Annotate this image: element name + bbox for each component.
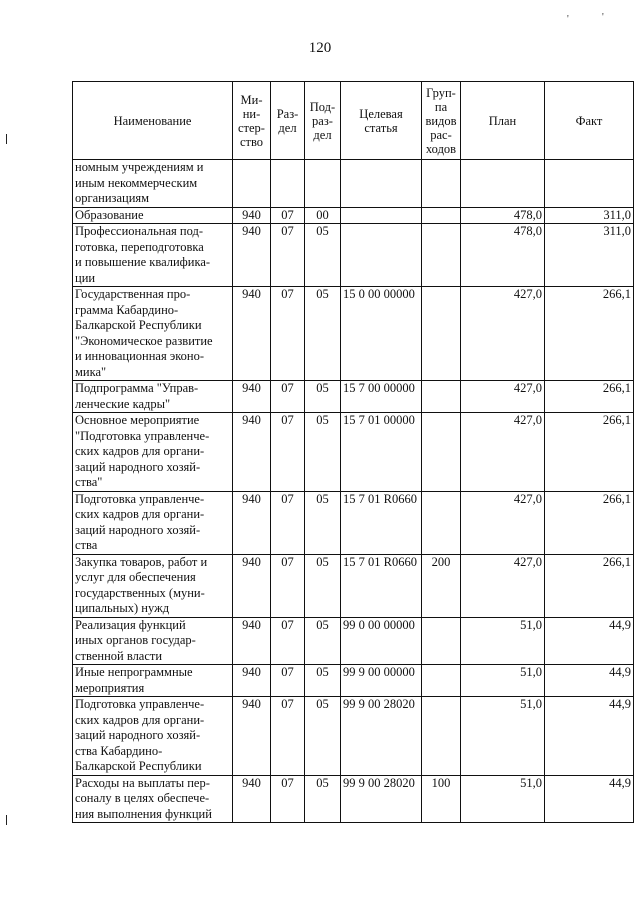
cell-fact: 44,9: [545, 697, 634, 776]
cell-section: 07: [271, 697, 305, 776]
cell-expense-group: [422, 224, 461, 287]
cell-name: Подготовка управленче- ских кадров для органи- заций народного хозяй- ства Кабардино- Балкарской Республики: [73, 697, 233, 776]
table-row: [73, 775, 634, 823]
table-row: [73, 287, 634, 381]
cell-subsection: 05: [305, 665, 341, 697]
header-ministry: Ми- ни- стер- ство: [233, 82, 271, 160]
cell-plan: 478,0: [461, 207, 545, 224]
cell-target: [341, 207, 422, 224]
cell-target: 15 7 01 00000: [341, 413, 422, 492]
cell-plan: 427,0: [461, 287, 545, 381]
cell-section: [271, 160, 305, 208]
cell-subsection: 05: [305, 775, 341, 823]
cell-expense-group: [422, 160, 461, 208]
cell-name: Иные непрограммные мероприятия: [73, 665, 233, 697]
table-row: [73, 160, 634, 208]
cell-plan: 427,0: [461, 491, 545, 554]
cell-section: 07: [271, 665, 305, 697]
cell-target: 99 9 00 28020: [341, 775, 422, 823]
cell-section: 07: [271, 554, 305, 617]
cell-plan: [461, 160, 545, 208]
cell-subsection: [305, 160, 341, 208]
header-name: Наименование: [73, 82, 233, 160]
cell-section: 07: [271, 207, 305, 224]
cell-ministry: 940: [233, 665, 271, 697]
cell-expense-group: [422, 287, 461, 381]
cell-name: Закупка товаров, работ и услуг для обеспечения государственных (муни- ципальных) нужд: [73, 554, 233, 617]
cell-name: номным учреждениям и иным некоммерческим организациям: [73, 160, 233, 208]
table-row: [73, 554, 634, 617]
table-row: [73, 207, 634, 224]
cell-ministry: [233, 160, 271, 208]
cell-section: 07: [271, 775, 305, 823]
table-row: [73, 665, 634, 697]
cell-expense-group: [422, 665, 461, 697]
cell-expense-group: [422, 697, 461, 776]
cell-section: 07: [271, 287, 305, 381]
cell-target: [341, 160, 422, 208]
cell-subsection: 05: [305, 491, 341, 554]
cell-ministry: 940: [233, 224, 271, 287]
table-row: [73, 617, 634, 665]
table-row: [73, 381, 634, 413]
cell-ministry: 940: [233, 287, 271, 381]
cell-fact: [545, 160, 634, 208]
cell-expense-group: [422, 413, 461, 492]
cell-ministry: 940: [233, 491, 271, 554]
cell-name: Государственная про- грамма Кабардино- Балкарской Республики "Экономическое развитие и инновационная эконо- мика": [73, 287, 233, 381]
cell-fact: 266,1: [545, 554, 634, 617]
cell-plan: 51,0: [461, 775, 545, 823]
cell-subsection: 05: [305, 617, 341, 665]
cell-target: 15 7 01 R0660: [341, 491, 422, 554]
cell-section: 07: [271, 381, 305, 413]
cell-target: [341, 224, 422, 287]
margin-tick-bottom: [6, 815, 7, 825]
cell-subsection: 05: [305, 554, 341, 617]
page-number: 120: [308, 40, 332, 56]
cell-section: 07: [271, 413, 305, 492]
header-section: Раз- дел: [271, 82, 305, 160]
cell-ministry: 940: [233, 413, 271, 492]
cell-fact: 266,1: [545, 413, 634, 492]
cell-target: 15 0 00 00000: [341, 287, 422, 381]
cell-subsection: 05: [305, 697, 341, 776]
cell-target: 99 9 00 28020: [341, 697, 422, 776]
corner-mark-left: ': [567, 14, 569, 25]
cell-target: 99 9 00 00000: [341, 665, 422, 697]
table-row: [73, 697, 634, 776]
cell-expense-group: [422, 381, 461, 413]
cell-plan: 427,0: [461, 554, 545, 617]
cell-fact: 311,0: [545, 224, 634, 287]
cell-section: 07: [271, 617, 305, 665]
header-target: Целевая статья: [341, 82, 422, 160]
cell-subsection: 05: [305, 413, 341, 492]
cell-ministry: 940: [233, 697, 271, 776]
cell-name: Профессиональная под- готовка, переподготовка и повышение квалифика- ции: [73, 224, 233, 287]
cell-name: Реализация функций иных органов государ- ственной власти: [73, 617, 233, 665]
cell-section: 07: [271, 224, 305, 287]
cell-fact: 311,0: [545, 207, 634, 224]
cell-ministry: 940: [233, 617, 271, 665]
cell-subsection: 05: [305, 224, 341, 287]
cell-expense-group: 100: [422, 775, 461, 823]
cell-fact: 44,9: [545, 665, 634, 697]
cell-plan: 427,0: [461, 413, 545, 492]
cell-subsection: 05: [305, 381, 341, 413]
cell-target: 99 0 00 00000: [341, 617, 422, 665]
table-header-row: [73, 82, 634, 160]
budget-table: [72, 81, 634, 823]
cell-fact: 266,1: [545, 381, 634, 413]
cell-ministry: 940: [233, 554, 271, 617]
cell-name: Подпрограмма "Управ- ленческие кадры": [73, 381, 233, 413]
cell-fact: 44,9: [545, 775, 634, 823]
header-subsection: Под- раз- дел: [305, 82, 341, 160]
cell-fact: 266,1: [545, 491, 634, 554]
cell-subsection: 00: [305, 207, 341, 224]
cell-fact: 266,1: [545, 287, 634, 381]
cell-plan: 51,0: [461, 617, 545, 665]
cell-name: Расходы на выплаты пер- соналу в целях обеспече- ния выполнения функций: [73, 775, 233, 823]
header-plan: План: [461, 82, 545, 160]
cell-plan: 51,0: [461, 665, 545, 697]
cell-plan: 427,0: [461, 381, 545, 413]
cell-section: 07: [271, 491, 305, 554]
corner-mark-right: ': [602, 12, 604, 23]
cell-target: 15 7 01 R0660: [341, 554, 422, 617]
cell-target: 15 7 00 00000: [341, 381, 422, 413]
cell-plan: 478,0: [461, 224, 545, 287]
cell-ministry: 940: [233, 207, 271, 224]
table-row: [73, 224, 634, 287]
margin-tick-top: [6, 134, 7, 144]
header-expense-group: Груп- па видов рас- ходов: [422, 82, 461, 160]
cell-name: Образование: [73, 207, 233, 224]
cell-name: Подготовка управленче- ских кадров для органи- заций народного хозяй- ства: [73, 491, 233, 554]
table-row: [73, 413, 634, 492]
cell-expense-group: [422, 491, 461, 554]
cell-plan: 51,0: [461, 697, 545, 776]
cell-ministry: 940: [233, 381, 271, 413]
cell-name: Основное мероприятие "Подготовка управленче- ских кадров для органи- заций народного хозяй- ства": [73, 413, 233, 492]
header-fact: Факт: [545, 82, 634, 160]
cell-expense-group: [422, 617, 461, 665]
cell-expense-group: [422, 207, 461, 224]
cell-ministry: 940: [233, 775, 271, 823]
table-row: [73, 491, 634, 554]
cell-subsection: 05: [305, 287, 341, 381]
cell-expense-group: 200: [422, 554, 461, 617]
cell-fact: 44,9: [545, 617, 634, 665]
